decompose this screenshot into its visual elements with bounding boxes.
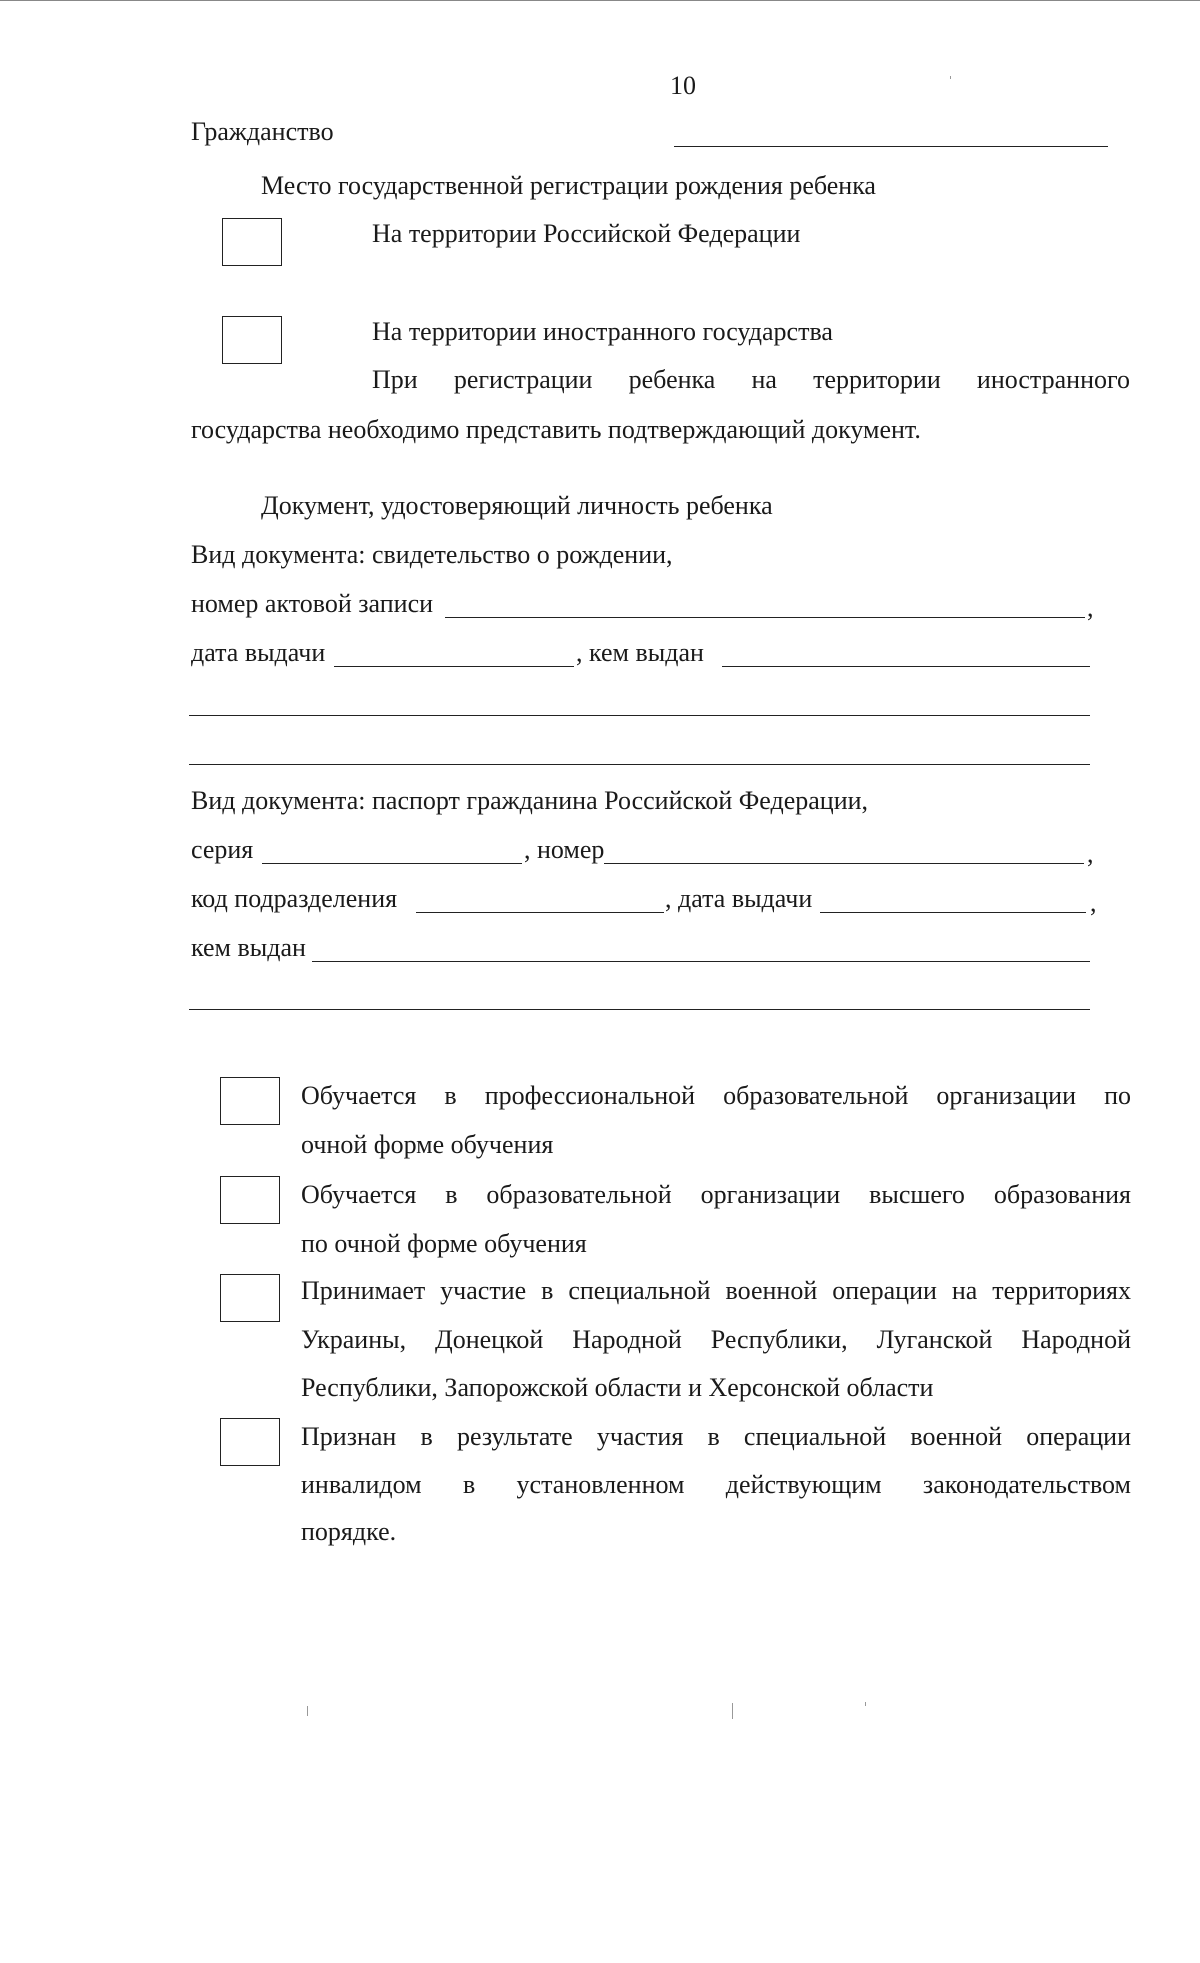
option-russia-label: На территории Российской Федерации — [372, 219, 801, 248]
birth-certificate-type: Вид документа: свидетельство о рождении, — [191, 540, 673, 569]
scan-speck — [307, 1706, 308, 1716]
checkbox-vocational-study[interactable] — [220, 1077, 280, 1125]
birth-cert-issued-by-label: , кем выдан — [576, 638, 704, 667]
option-disability-line1: Признан в результате участия в специальной военной операции — [301, 1422, 1131, 1451]
scan-top-edge — [0, 0, 1200, 1]
checkbox-higher-education-study[interactable] — [220, 1176, 280, 1224]
passport-number-field[interactable] — [604, 863, 1084, 864]
comma: , — [1090, 888, 1097, 917]
birth-cert-issue-date-field[interactable] — [334, 666, 574, 667]
checkbox-foreign[interactable] — [222, 316, 282, 364]
division-code-label: код подразделения — [191, 884, 398, 913]
option-vocational-line2: очной форме обучения — [301, 1130, 554, 1159]
birth-cert-issued-by-field[interactable] — [722, 666, 1090, 667]
page-number: 10 — [670, 71, 696, 100]
checkbox-disability[interactable] — [220, 1418, 280, 1466]
record-number-field[interactable] — [445, 617, 1085, 618]
comma: , — [1087, 839, 1094, 868]
passport-issue-date-label: , дата выдачи — [665, 884, 813, 913]
passport-type: Вид документа: паспорт гражданина Российской Федерации, — [191, 786, 869, 815]
foreign-note-line2: государства необходимо представить подтверждающий документ. — [191, 415, 921, 444]
passport-issued-by-label: кем выдан — [191, 933, 306, 962]
passport-series-label: серия — [191, 835, 254, 864]
record-number-label: номер актовой записи — [191, 589, 434, 618]
birth-cert-issue-date-label: дата выдачи — [191, 638, 326, 667]
option-disability-line2: инвалидом в установленном действующим законодательством — [301, 1470, 1131, 1499]
birth-cert-issued-by-field-line2[interactable] — [189, 715, 1090, 716]
division-code-field[interactable] — [416, 912, 664, 913]
passport-number-label: , номер — [524, 835, 605, 864]
option-military-line2: Украины, Донецкой Народной Республики, Луганской Народной — [301, 1325, 1131, 1354]
option-higher-education-line2: по очной форме обучения — [301, 1229, 587, 1258]
checkbox-military-operation[interactable] — [220, 1274, 280, 1322]
passport-issued-by-field[interactable] — [312, 961, 1090, 962]
option-vocational-line1: Обучается в профессиональной образовательной организации по — [301, 1081, 1131, 1110]
passport-series-field[interactable] — [262, 863, 522, 864]
citizenship-field[interactable] — [674, 146, 1108, 147]
option-foreign-label: На территории иностранного государства — [372, 317, 833, 346]
birth-registration-heading: Место государственной регистрации рождения ребенка — [261, 171, 876, 200]
checkbox-russia[interactable] — [222, 218, 282, 266]
passport-issue-date-field[interactable] — [820, 912, 1086, 913]
option-disability-line3: порядке. — [301, 1517, 397, 1546]
citizenship-label: Гражданство — [191, 117, 334, 146]
option-higher-education-line1: Обучается в образовательной организации высшего образования — [301, 1180, 1131, 1209]
foreign-note-line1: При регистрации ребенка на территории иностранного — [372, 365, 1130, 394]
scan-speck — [950, 76, 951, 79]
passport-issued-by-field-line2[interactable] — [189, 1009, 1090, 1010]
scan-speck — [732, 1703, 733, 1719]
option-military-line3: Республики, Запорожской области и Херсонской области — [301, 1373, 934, 1402]
birth-cert-issued-by-field-line3[interactable] — [189, 764, 1090, 765]
identity-document-heading: Документ, удостоверяющий личность ребенка — [261, 491, 773, 520]
comma: , — [1087, 593, 1094, 622]
scan-speck — [865, 1702, 866, 1706]
option-military-line1: Принимает участие в специальной военной операции на территориях — [301, 1276, 1131, 1305]
